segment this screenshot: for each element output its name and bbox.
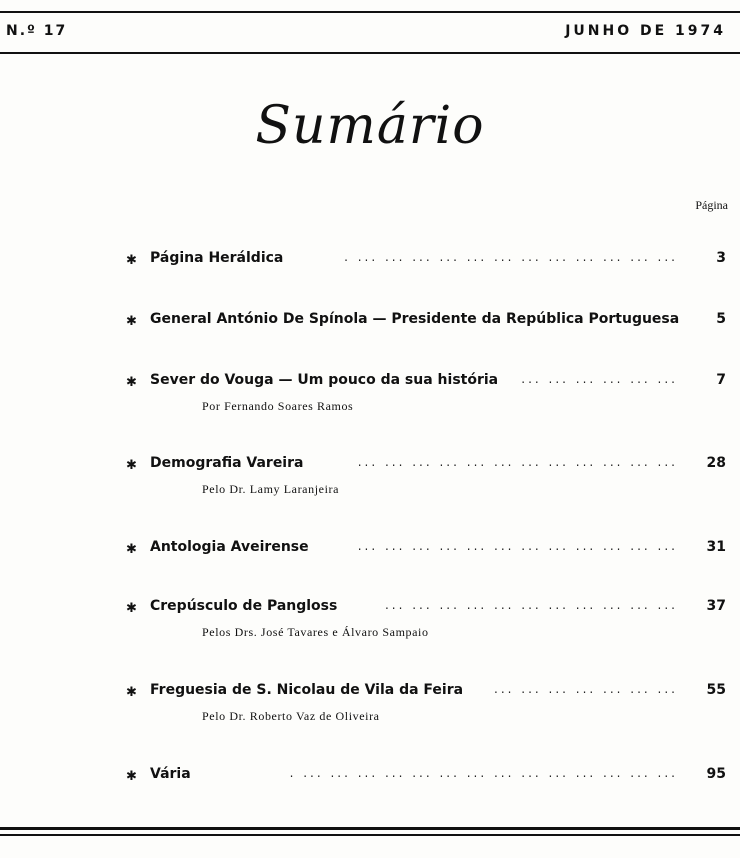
asterisk-icon: ✱ [126,542,137,557]
asterisk-icon: ✱ [126,685,137,700]
entry-page-number: 28 [706,455,726,471]
entry-page-number: 37 [706,598,726,614]
dot-leader: ... ... ... ... ... ... ... [494,682,678,696]
asterisk-icon: ✱ [126,314,137,329]
entry-author: Pelos Drs. José Tavares e Álvaro Sampaio [202,625,429,639]
entry-title: Antologia Aveirense [150,539,309,555]
asterisk-icon: ✱ [126,375,137,390]
entry-line [0,455,740,477]
entry-title: Sever do Vouga — Um pouco da sua história [150,372,499,388]
entry-line [0,682,740,704]
entry-title: Freguesia de S. Nicolau de Vila da Feira [150,682,464,698]
bottom-rule [0,827,740,830]
entry-page-number: 3 [716,250,726,266]
entry-page-number: 55 [706,682,726,698]
entry-author: Pelo Dr. Lamy Laranjeira [202,482,340,496]
page-column-label: Página [695,198,728,212]
asterisk-icon: ✱ [126,253,137,268]
issue-date: JUNHO DE 1974 [565,23,726,39]
entry-page-number: 95 [706,766,726,782]
header-rule [0,52,740,54]
dot-leader: ... ... ... ... ... ... ... ... ... ... ... ... [357,539,678,553]
entry-author: Por Fernando Soares Ramos [202,399,354,413]
dot-leader: . ... ... ... ... ... ... ... ... ... ... ... ... ... ... [289,766,678,780]
entry-line [0,598,740,620]
dot-leader: . ... ... ... ... ... ... ... ... ... ... ... ... [344,250,678,264]
entry-title: Vária [150,766,191,782]
issue-number: N.º 17 [6,23,68,39]
entry-page-number: 7 [716,372,726,388]
entry-line [0,766,740,788]
entry-line [0,539,740,561]
entry-page-number: 5 [716,311,726,327]
entry-title: Crepúsculo de Pangloss [150,598,338,614]
asterisk-icon: ✱ [126,458,137,473]
bottom-rule-thin [0,834,740,836]
asterisk-icon: ✱ [126,769,137,784]
dot-leader: ... ... ... ... ... ... [521,372,678,386]
entry-title: General António De Spínola — Presidente da República Portuguesa [150,311,680,327]
dot-leader: ... ... ... ... ... ... ... ... ... ... ... [384,598,678,612]
top-rule [0,11,740,13]
entry-line [0,372,740,394]
dot-leader: ... ... ... ... ... ... ... ... ... ... ... ... [357,455,678,469]
entry-line [0,250,740,272]
entry-author: Pelo Dr. Roberto Vaz de Oliveira [202,709,380,723]
entry-page-number: 31 [706,539,726,555]
asterisk-icon: ✱ [126,601,137,616]
entry-line [0,311,740,333]
entry-title: Página Heráldica [150,250,284,266]
entry-title: Demografia Vareira [150,455,304,471]
page-title: Sumário [255,96,485,156]
